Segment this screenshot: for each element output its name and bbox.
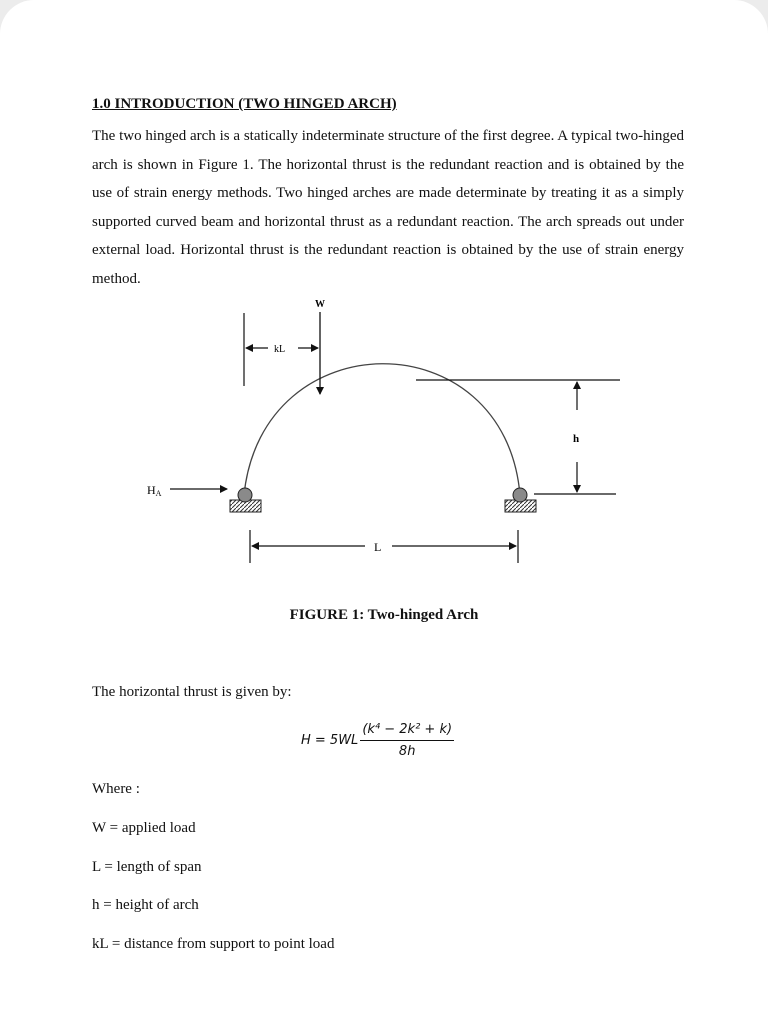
l-label: L <box>374 540 382 554</box>
formula-lhs: H = 5WL <box>301 733 359 748</box>
definition-item: kL = distance from support to point load <box>92 935 335 952</box>
section-heading: 1.0 INTRODUCTION (TWO HINGED ARCH) <box>92 96 397 112</box>
kl-label: kL <box>274 344 286 355</box>
definition-item: L = length of span <box>92 858 202 875</box>
intro-paragraph: The two hinged arch is a statically indeterminate structure of the first degree. A typical two-hinged arch is shown in Figure 1. The horizontal thrust is the redundant reaction and is obtained by the use of strain energy methods. Two hinged arches are made determinate by treating it as a simply supported curved beam and horizontal thrust as a redundant reaction. The arch spreads out under external load. Horizontal thrust is the redundant reaction is obtained by the use of strain energy method. <box>92 128 684 287</box>
figure-caption: FIGURE 1: Two-hinged Arch <box>289 607 479 623</box>
definitions-list <box>92 820 334 974</box>
formula-fraction <box>360 722 454 759</box>
thrust-formula <box>301 722 454 759</box>
formula-denominator: 8h <box>398 744 416 759</box>
ha-label: HA <box>147 483 162 498</box>
h-label: h <box>573 433 580 445</box>
load-w-label: W <box>315 299 325 310</box>
right-hinge-support <box>505 488 536 512</box>
left-hinge-support <box>230 488 261 512</box>
arch-curve <box>244 364 520 495</box>
definition-item: W = applied load <box>92 820 196 836</box>
formula-numerator: (k⁴ − 2k² + k) <box>360 722 454 741</box>
definitions-label: Where : <box>92 781 140 797</box>
definition-item: h = height of arch <box>92 897 199 913</box>
formula-lead-text: The horizontal thrust is given by: <box>92 684 292 700</box>
